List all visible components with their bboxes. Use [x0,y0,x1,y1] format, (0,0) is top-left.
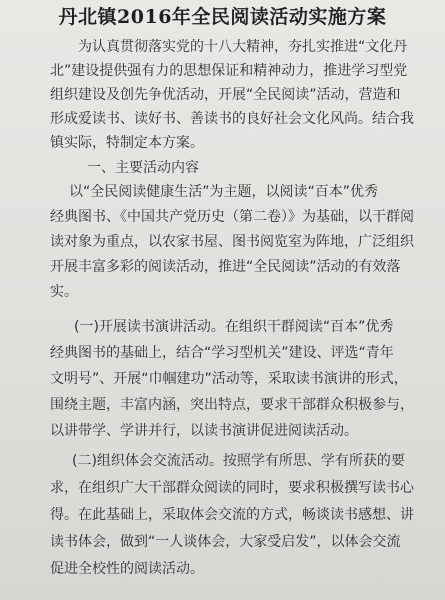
body-line: 读书体会，做到“一人谈体会，大家受启发”，以体会交流 [50,534,401,550]
body-line: 镇实际，特制定本方案。 [50,135,204,151]
subsection-line: (二)组织体会交流活动。按照学有所思、学有所获的要 [72,453,405,469]
body-line: 经典图书、《中国共产党历史（第二卷）》为基础，以干群阅 [50,209,414,225]
body-line: 形成爱读书、读好书、善读书的良好社会文化风尚。结合我 [50,111,414,127]
body-line: 开展丰富多彩的阅读活动，推进“全民阅读”活动的有效落 [50,259,401,275]
body-line: 组织建设及创先争优活动，开展“全民阅读”活动，营造和 [50,87,401,103]
body-line: 为认真贯彻落实党的十八大精神，夯扎实推进“文化丹 [78,39,408,55]
body-line: 北”建设提供强有力的思想保证和精神动力，推进学习型党 [50,63,408,79]
body-line: 得。在此基础上，采取体会交流的方式，畅谈读书感想、讲 [50,507,414,523]
body-line: 以讲带学、学讲并行，以读书演讲促进阅读活动。 [50,423,358,439]
document-title: 丹北镇2016年全民阅读活动实施方案 [58,6,387,28]
body-line: 读对象为重点，以农家书屋、图书阅览室为阵地，广泛组织 [50,234,414,250]
body-line: 实。 [50,284,78,300]
subsection-line: (一)开展读书演讲活动。在组织干群阅读“百本”优秀 [74,319,394,335]
body-line: 围绕主题，丰富内涵，突出特点，要求干部群众积极参与， [50,397,414,413]
body-line: 求，在组织广大干部群众阅读的同时，要求积极撰写读书心 [50,480,414,496]
body-line: 促进全校性的阅读活动。 [50,561,204,577]
body-line: 以“全民阅读健康生活”为主题，以阅读“百本”优秀 [69,184,379,200]
body-line: 经典图书的基础上，结合“学习型机关”建设、评选“青年 [50,345,394,361]
section-heading: 一、主要活动内容 [87,160,199,176]
body-line: 文明号”、开展“巾帼建功”活动等，采取读书演讲的形式， [50,371,408,387]
